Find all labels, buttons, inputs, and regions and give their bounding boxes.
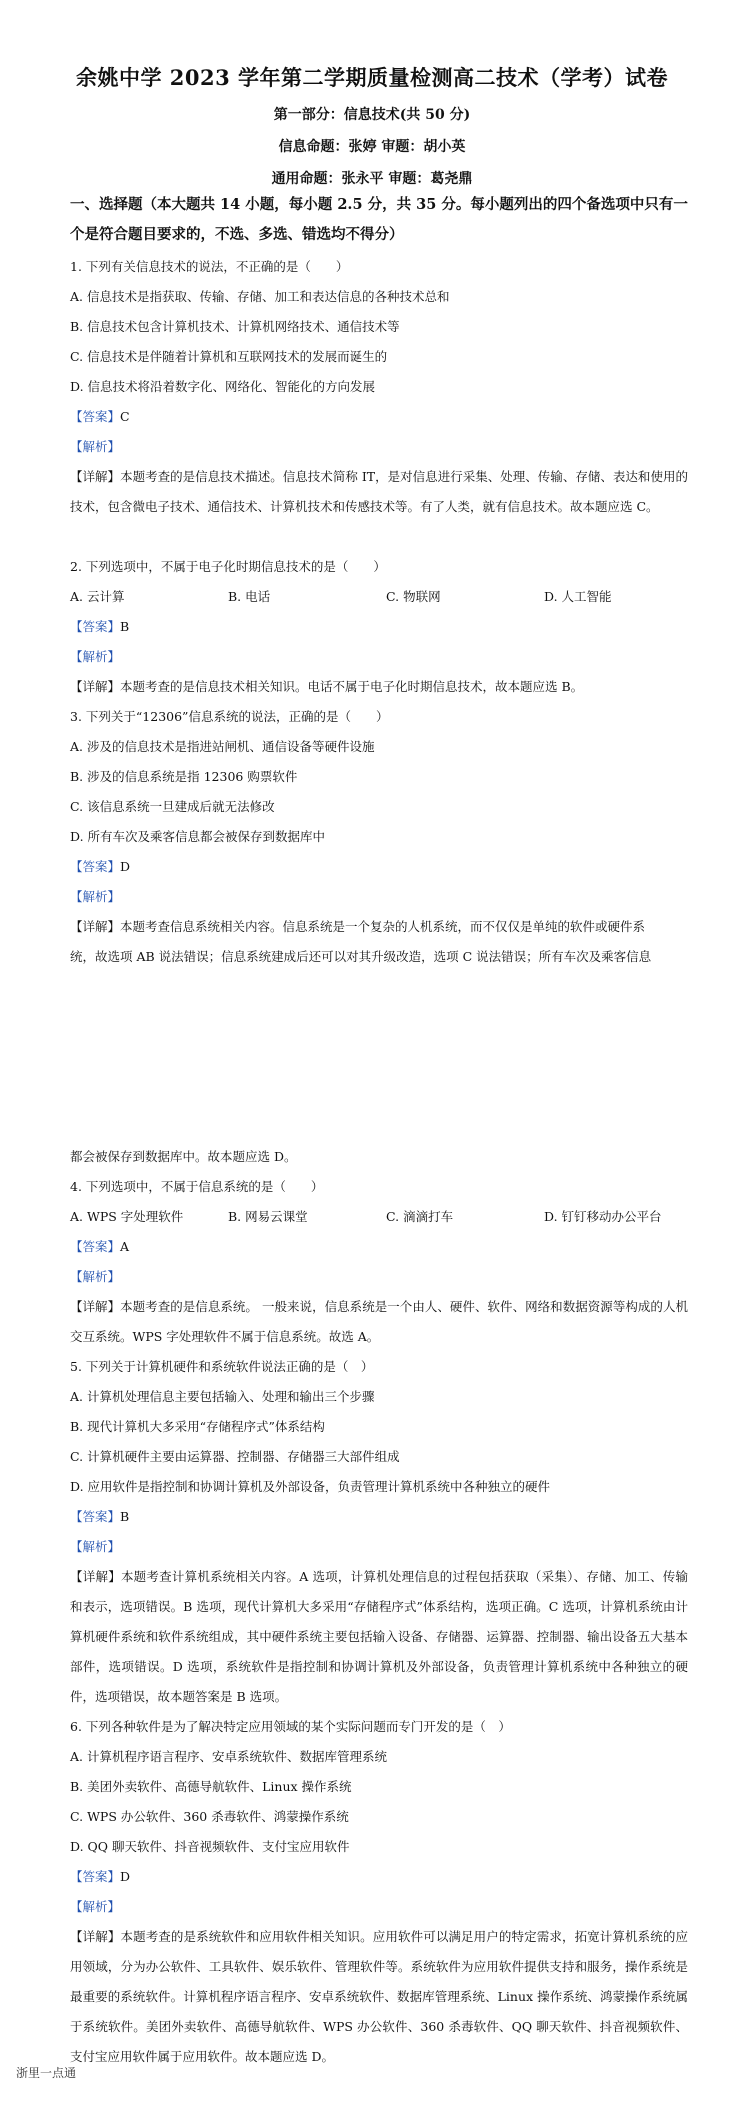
analysis-label: 【解析】 [70,1899,121,1914]
analysis-label: 【解析】 [70,649,121,664]
answer-label: 【答案】 [70,619,121,634]
authors-general: 通用命题：张永平 审题：葛尧鼎 [271,171,473,187]
detail-label: 【详解】 [70,1299,121,1314]
answer-value: C [120,409,130,424]
question-5-option-a: A. 计算机处理信息主要包括输入、处理和输出三个步骤 [70,1389,375,1404]
question-2-option-d: D. 人工智能 [544,589,612,604]
analysis-label: 【解析】 [70,439,121,454]
answer-value: A [120,1239,130,1254]
question-4-option-c: C. 滴滴打车 [386,1209,454,1224]
question-3-answer [70,852,690,882]
question-4-analysis-label [70,1262,690,1292]
answer-label: 【答案】 [70,1869,121,1884]
question-6-detail [70,1922,688,2072]
question-4-option-a: A. WPS 字处理软件 [70,1209,184,1224]
detail-text: 本题考查的是信息技术相关知识。电话不属于电子化时期信息技术，故本题应选 B。 [120,679,584,694]
question-3-detail-line1 [70,912,690,942]
question-2-option-c: C. 物联网 [386,589,441,604]
question-6-option-d: D. QQ 聊天软件、抖音视频软件、支付宝应用软件 [70,1839,350,1854]
answer-label: 【答案】 [70,1509,121,1524]
detail-label: 【详解】 [70,919,121,934]
question-2-answer [70,612,690,642]
question-3-option-d: D. 所有车次及乘客信息都会被保存到数据库中 [70,829,326,844]
question-4-stem: 4. 下列选项中，不属于信息系统的是（ ） [70,1179,324,1194]
detail-text: 本题考查信息系统相关内容。信息系统是一个复杂的人机系统，而不仅仅是单纯的软件或硬件系 [120,919,646,934]
question-5-option-b: B. 现代计算机大多采用“存储程序式”体系结构 [70,1419,325,1434]
question-1-option-a: A. 信息技术是指获取、传输、存储、加工和表达信息的各种技术总和 [70,289,450,304]
detail-label: 【详解】 [70,1929,121,1944]
answer-value: D [120,1869,131,1884]
detail-text: 本题考查的是信息技术描述。信息技术简称 IT，是对信息进行采集、处理、传输、存储、表达和使用的技术，包含微电子技术、通信技术、计算机技术和传感技术等。有了人类，就有信息技术。故本题应选 C。 [70,469,688,514]
section-title [70,190,690,250]
detail-text: 本题考查的是系统软件和应用软件相关知识。应用软件可以满足用户的特定需求，拓宽计算机系统的应用领域，分为办公软件、工具软件、娱乐软件、管理软件等。系统软件为应用软件提供支持和服务，操作系统是最重要的系统软件。计算机程序语言程序、安卓系统软件、数据库管理系统、Linux 操作系统、鸿蒙操作系统属于系统软件。美团外卖软件、高德导航软件、WPS 办公软件、360 杀毒软件、QQ 聊天软件、抖音视频软件、支付宝应用软件属于应用软件。故本题应选 D。 [70,1929,688,2064]
question-4-options [70,1202,690,1232]
question-1-option-d: D. 信息技术将沿着数字化、网络化、智能化的方向发展 [70,379,376,394]
question-4-option-d: D. 钉钉移动办公平台 [544,1209,662,1224]
detail-label: 【详解】 [70,679,121,694]
detail-label: 【详解】 [70,1569,121,1584]
answer-label: 【答案】 [70,409,121,424]
detail-text: 本题考查计算机系统相关内容。A 选项，计算机处理信息的过程包括获取（采集）、存储、加工、传输和表示，选项错误。B 选项，现代计算机大多采用“存储程序式”体系结构，选项正确。C 选项，计算机系统由计算机硬件系统和软件系统组成，其中硬件系统主要包括输入设备、存储器、运算器、控制器、输出设备五大基本部件，选项错误。D 选项，系统软件是指控制和协调计算机及外部设备，负责管理计算机系统中各种独立的硬件，选项错误，故本题答案是 B 选项。 [70,1569,688,1704]
question-3-detail-line2: 统，故选项 AB 说法错误；信息系统建成后还可以对其升级改造，选项 C 说法错误；所有车次及乘客信息 [70,949,652,964]
question-6-answer [70,1862,690,1892]
analysis-label: 【解析】 [70,1539,121,1554]
question-2-stem: 2. 下列选项中，不属于电子化时期信息技术的是（ ） [70,559,386,574]
question-5-answer [70,1502,690,1532]
footer-watermark: 浙里一点通 [16,2066,77,2080]
question-5-option-c: C. 计算机硬件主要由运算器、控制器、存储器三大部件组成 [70,1449,400,1464]
question-1-detail [70,462,688,522]
answer-value: D [120,859,131,874]
part-heading: 第一部分：信息技术(共 50 分) [273,107,471,123]
question-6-analysis-label [70,1892,690,1922]
question-1-answer [70,402,690,432]
question-6-option-b: B. 美团外卖软件、高德导航软件、Linux 操作系统 [70,1779,352,1794]
question-3-option-a: A. 涉及的信息技术是指进站闸机、通信设备等硬件设施 [70,739,375,754]
question-6-option-a: A. 计算机程序语言程序、安卓系统软件、数据库管理系统 [70,1749,387,1764]
question-2-analysis-label [70,642,690,672]
question-3-analysis-label [70,882,690,912]
detail-text: 本题考查的是信息系统。 一般来说，信息系统是一个由人、硬件、软件、网络和数据资源等构成的人机交互系统。WPS 字处理软件不属于信息系统。故选 A。 [70,1299,688,1344]
detail-label: 【详解】 [70,469,121,484]
question-4-answer [70,1232,690,1262]
question-3-option-c: C. 该信息系统一旦建成后就无法修改 [70,799,275,814]
question-2-detail [70,672,690,702]
question-1-stem: 1. 下列有关信息技术的说法，不正确的是（ ） [70,259,349,274]
question-5-option-d: D. 应用软件是指控制和协调计算机及外部设备，负责管理计算机系统中各种独立的硬件 [70,1479,551,1494]
question-3-option-b: B. 涉及的信息系统是指 12306 购票软件 [70,769,298,784]
analysis-label: 【解析】 [70,889,121,904]
answer-label: 【答案】 [70,859,121,874]
question-1-analysis-label [70,432,690,462]
question-2-option-b: B. 电话 [228,589,271,604]
question-1-option-c: C. 信息技术是伴随着计算机和互联网技术的发展而诞生的 [70,349,388,364]
answer-label: 【答案】 [70,1239,121,1254]
question-2-option-a: A. 云计算 [70,589,125,604]
section-title-line1: 一、选择题（本大题共 14 小题，每小题 2.5 分，共 35 分。每小题列出的四个备选项中只有一 [70,196,688,213]
question-5-analysis-label [70,1532,690,1562]
answer-value: B [120,619,130,634]
question-2-options [70,582,690,612]
authors-info: 信息命题：张婷 审题：胡小英 [278,139,466,155]
page-title: 余姚中学 2023 学年第二学期质量检测高二技术（学考）试卷 [75,65,669,90]
question-5-stem: 5. 下列关于计算机硬件和系统软件说法正确的是（ ） [70,1359,374,1374]
question-3-stem: 3. 下列关于“12306”信息系统的说法，正确的是（ ） [70,709,389,724]
question-3-detail-line3: 都会被保存到数据库中。故本题应选 D。 [70,1149,297,1164]
question-5-detail [70,1562,688,1712]
question-1-option-b: B. 信息技术包含计算机技术、计算机网络技术、通信技术等 [70,319,400,334]
analysis-label: 【解析】 [70,1269,121,1284]
question-6-stem: 6. 下列各种软件是为了解决特定应用领域的某个实际问题而专门开发的是（ ） [70,1719,511,1734]
question-4-option-b: B. 网易云课堂 [228,1209,308,1224]
question-4-detail [70,1292,688,1352]
section-title-line2: 个是符合题目要求的，不选、多选、错选均不得分） [70,226,404,243]
answer-value: B [120,1509,130,1524]
question-6-option-c: C. WPS 办公软件、360 杀毒软件、鸿蒙操作系统 [70,1809,349,1824]
